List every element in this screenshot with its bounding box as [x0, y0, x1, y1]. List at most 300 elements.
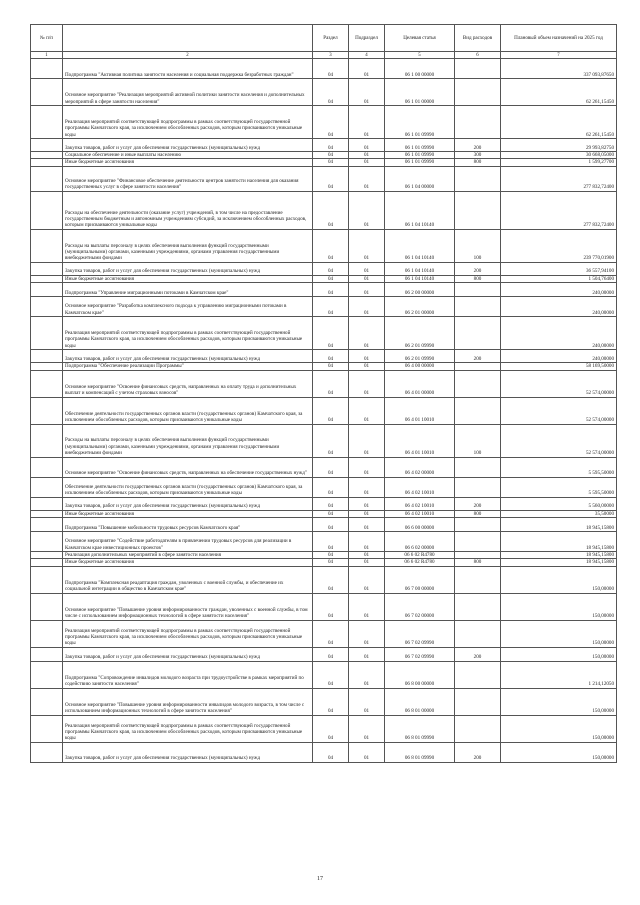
expense-type-cell: 800 [455, 559, 501, 566]
podrazdel-cell: 01 [349, 317, 385, 350]
podrazdel-cell: 01 [349, 229, 385, 262]
item-name: Реализация мероприятий соответствующей подпрограммы в рамках соответствующей государственной программы Камчатского края, за исключением обособленных расходов, которым присваиваются уникальные коды [63, 317, 313, 350]
podrazdel-cell: 01 [349, 106, 385, 139]
amount-cell: 239 770,01900 [501, 229, 617, 262]
amount-cell: 5 595,50000 [501, 477, 617, 497]
column-number: 4 [349, 52, 385, 59]
expense-type-cell: 200 [455, 139, 501, 152]
podrazdel-cell: 01 [349, 59, 385, 79]
amount-cell: 1 599,27700 [501, 159, 617, 166]
item-name: Закупка товаров, работ и услуг для обеспечения государственных (муниципальных) нужд [63, 497, 313, 510]
target-article-cell: 06 4 02 10010 [385, 497, 455, 510]
target-article-cell: 06 1 01 09990 [385, 159, 455, 166]
item-name: Реализация мероприятий соответствующей подпрограммы в рамках соответствующей государственной программы Камчатского края, за исключением обособленных расходов, которым присваиваются уникальные коды [63, 715, 313, 742]
target-article-cell: 06 6 02 R4780 [385, 552, 455, 559]
number-cell [31, 350, 63, 363]
podrazdel-cell: 01 [349, 191, 385, 229]
expense-type-cell [455, 283, 501, 297]
item-name: Основное мероприятие "Содействие работодателям в привлечении трудовых ресурсов для реализации в Камчатском крае инвестиционных проектов" [63, 532, 313, 552]
podrazdel-cell: 01 [349, 350, 385, 363]
expense-type-cell [455, 715, 501, 742]
number-cell [31, 159, 63, 166]
podrazdel-cell: 01 [349, 139, 385, 152]
number-cell [31, 397, 63, 424]
table-row [31, 715, 617, 742]
expense-type-cell: 800 [455, 275, 501, 282]
number-cell [31, 620, 63, 647]
podrazdel-cell: 01 [349, 559, 385, 566]
target-article-cell: 06 7 02 09990 [385, 620, 455, 647]
target-article-cell: 06 2 01 09990 [385, 350, 455, 363]
amount-cell: 240,00000 [501, 317, 617, 350]
number-cell [31, 275, 63, 282]
number-cell [31, 566, 63, 593]
podrazdel-cell: 01 [349, 397, 385, 424]
razdel-cell: 04 [313, 647, 349, 661]
column-number: 3 [313, 52, 349, 59]
amount-cell: 18 945,15800 [501, 532, 617, 552]
number-cell [31, 106, 63, 139]
podrazdel-cell: 01 [349, 566, 385, 593]
expense-type-cell [455, 593, 501, 620]
table-row [31, 510, 617, 517]
table-row [31, 661, 617, 688]
item-name: Подпрограмма "Обеспечение реализации Программы" [63, 363, 313, 370]
table-row [31, 317, 617, 350]
column-number: 5 [385, 52, 455, 59]
table-row [31, 363, 617, 370]
amount-cell: 52 574,00000 [501, 397, 617, 424]
amount-cell: 36 557,94100 [501, 262, 617, 275]
table-row [31, 593, 617, 620]
table-row [31, 350, 617, 363]
item-name: Основное мероприятие "Повышение уровня информированности инвалидов молодого возраста, в том числе с использованием информационных технологий в сфере занятости населения" [63, 688, 313, 715]
razdel-cell: 04 [313, 297, 349, 317]
expense-type-cell: 800 [455, 159, 501, 166]
number-cell [31, 661, 63, 688]
razdel-cell: 04 [313, 532, 349, 552]
amount-cell: 30 668,05000 [501, 152, 617, 159]
razdel-cell: 04 [313, 497, 349, 510]
table-row [31, 552, 617, 559]
item-name: Иные бюджетные ассигнования [63, 559, 313, 566]
table-row [31, 229, 617, 262]
expense-type-cell [455, 317, 501, 350]
target-article-cell: 06 2 01 09990 [385, 317, 455, 350]
header-cell-podrazdel: Подраздел [349, 25, 385, 52]
razdel-cell: 04 [313, 275, 349, 282]
number-cell [31, 477, 63, 497]
target-article-cell: 06 4 02 10010 [385, 477, 455, 497]
item-name: Закупка товаров, работ и услуг для обеспечения государственных (муниципальных) нужд [63, 350, 313, 363]
table-row [31, 275, 617, 282]
expense-type-cell: 100 [455, 229, 501, 262]
amount-cell: 277 832,72400 [501, 166, 617, 191]
podrazdel-cell: 01 [349, 510, 385, 517]
number-cell [31, 363, 63, 370]
razdel-cell: 04 [313, 363, 349, 370]
razdel-cell: 04 [313, 457, 349, 477]
amount-cell: 150,00000 [501, 688, 617, 715]
header-cell-planned-amount: Плановый объем назначений на 2025 год [501, 25, 617, 52]
target-article-cell: 06 2 00 00000 [385, 283, 455, 297]
table-body [31, 59, 617, 763]
table-row [31, 283, 617, 297]
item-name: Расходы на выплаты персоналу в целях обеспечения выполнения функций государственными (муниципальными) органами, казенными учреждениями, органами управления государственными внебюджетными фондами [63, 424, 313, 457]
target-article-cell: 06 1 04 10140 [385, 191, 455, 229]
target-article-cell: 06 8 01 09990 [385, 715, 455, 742]
table-row [31, 159, 617, 166]
podrazdel-cell: 01 [349, 715, 385, 742]
amount-cell: 35,50000 [501, 510, 617, 517]
number-cell [31, 688, 63, 715]
target-article-cell: 06 4 01 10010 [385, 397, 455, 424]
razdel-cell: 04 [313, 159, 349, 166]
item-name: Расходы на обеспечение деятельности (оказание услуг) учреждений, в том числе на предоставление государственным бюджетным и автономным учреждениям субсидий, за исключением обособленных расходов, которым присваиваются уникальные коды [63, 191, 313, 229]
podrazdel-cell: 01 [349, 497, 385, 510]
razdel-cell: 04 [313, 317, 349, 350]
podrazdel-cell: 01 [349, 262, 385, 275]
expense-type-cell [455, 620, 501, 647]
table-row [31, 424, 617, 457]
number-cell [31, 593, 63, 620]
number-cell [31, 283, 63, 297]
item-name: Основное мероприятие "Реализация мероприятий активной политики занятости населения и дополнительных мероприятий в сфере занятости населения" [63, 79, 313, 106]
item-name: Реализация мероприятий соответствующей подпрограммы в рамках соответствующей государственной программы Камчатского края, за исключением обособленных расходов, которым присваиваются уникальные коды [63, 106, 313, 139]
razdel-cell: 04 [313, 742, 349, 762]
target-article-cell: 06 6 00 00000 [385, 518, 455, 532]
header-cell-number: № п/п [31, 25, 63, 52]
amount-cell: 1 214,12050 [501, 661, 617, 688]
podrazdel-cell: 01 [349, 424, 385, 457]
razdel-cell: 04 [313, 688, 349, 715]
amount-cell: 29 993,82750 [501, 139, 617, 152]
razdel-cell: 04 [313, 350, 349, 363]
target-article-cell: 06 6 02 00000 [385, 532, 455, 552]
expense-type-cell: 300 [455, 152, 501, 159]
amount-cell: 58 169,50000 [501, 363, 617, 370]
number-cell [31, 497, 63, 510]
target-article-cell: 06 7 02 09990 [385, 647, 455, 661]
podrazdel-cell: 01 [349, 159, 385, 166]
number-cell [31, 518, 63, 532]
razdel-cell: 04 [313, 59, 349, 79]
razdel-cell: 04 [313, 559, 349, 566]
item-name: Подпрограмма "Комплексная реадаптация граждан, уволенных с военной службы, и обеспечение их социальной интеграции в общество в Камчатском крае" [63, 566, 313, 593]
number-cell [31, 424, 63, 457]
razdel-cell: 04 [313, 397, 349, 424]
expense-type-cell [455, 688, 501, 715]
header-cell-target-article: Целевая статья [385, 25, 455, 52]
table-row [31, 497, 617, 510]
number-cell [31, 647, 63, 661]
number-cell [31, 79, 63, 106]
razdel-cell: 04 [313, 715, 349, 742]
item-name: Основное мероприятие "Повышение уровня информированности граждан, уволенных с военной службы, в том числе с использованием информационных технологий в сфере занятости населения" [63, 593, 313, 620]
item-name: Иные бюджетные ассигнования [63, 159, 313, 166]
podrazdel-cell: 01 [349, 532, 385, 552]
table-row [31, 397, 617, 424]
expense-type-cell [455, 79, 501, 106]
column-number: 7 [501, 52, 617, 59]
item-name: Основное мероприятие "Освоение финансовых средств, направленных на обеспечение государственных нужд" [63, 457, 313, 477]
table-row [31, 166, 617, 191]
target-article-cell: 06 1 01 00000 [385, 79, 455, 106]
table-row [31, 191, 617, 229]
expense-type-cell [455, 191, 501, 229]
razdel-cell: 04 [313, 262, 349, 275]
item-name: Иные бюджетные ассигнования [63, 275, 313, 282]
expense-type-cell: 100 [455, 424, 501, 457]
expense-type-cell [455, 397, 501, 424]
number-cell [31, 510, 63, 517]
target-article-cell: 06 4 02 10010 [385, 510, 455, 517]
razdel-cell: 04 [313, 152, 349, 159]
item-name: Подпрограмма "Сопровождение инвалидов молодого возраста при трудоустройстве в рамках мероприятий по содействию занятости населения" [63, 661, 313, 688]
amount-cell: 150,00000 [501, 715, 617, 742]
column-number: 1 [31, 52, 63, 59]
target-article-cell: 06 8 00 00000 [385, 661, 455, 688]
target-article-cell: 06 4 00 00000 [385, 363, 455, 370]
amount-cell: 5 595,50000 [501, 457, 617, 477]
amount-cell: 18 945,15800 [501, 552, 617, 559]
table-row [31, 262, 617, 275]
number-cell [31, 457, 63, 477]
item-name: Расходы на выплаты персоналу в целях обеспечения выполнения функций государственными (муниципальными) органами, казенными учреждениями, органами управления государственными внебюджетными фондами [63, 229, 313, 262]
amount-cell: 18 945,15800 [501, 559, 617, 566]
expense-type-cell [455, 59, 501, 79]
razdel-cell: 04 [313, 283, 349, 297]
number-cell [31, 229, 63, 262]
podrazdel-cell: 01 [349, 552, 385, 559]
razdel-cell: 04 [313, 424, 349, 457]
podrazdel-cell: 01 [349, 297, 385, 317]
expense-type-cell [455, 532, 501, 552]
item-name: Подпрограмма "Активная политика занятости населения и социальная поддержка безработных граждан" [63, 59, 313, 79]
number-cell [31, 152, 63, 159]
podrazdel-cell: 01 [349, 518, 385, 532]
podrazdel-cell: 01 [349, 283, 385, 297]
table-row [31, 106, 617, 139]
number-cell [31, 166, 63, 191]
target-article-cell: 06 1 00 00000 [385, 59, 455, 79]
item-name: Обеспечение деятельности государственных органов власти (государственных органов) Камчатского края, за исключением обособленных расходов, которым присваиваются уникальные коды [63, 397, 313, 424]
podrazdel-cell: 01 [349, 370, 385, 397]
table-row [31, 620, 617, 647]
razdel-cell: 04 [313, 106, 349, 139]
target-article-cell: 06 1 04 10140 [385, 229, 455, 262]
razdel-cell: 04 [313, 566, 349, 593]
razdel-cell: 04 [313, 593, 349, 620]
amount-cell: 150,00000 [501, 620, 617, 647]
table-row [31, 742, 617, 762]
razdel-cell: 04 [313, 166, 349, 191]
podrazdel-cell: 01 [349, 363, 385, 370]
amount-cell: 150,00000 [501, 742, 617, 762]
razdel-cell: 04 [313, 518, 349, 532]
podrazdel-cell: 01 [349, 647, 385, 661]
expense-type-cell [455, 457, 501, 477]
item-name: Подпрограмма "Управление миграционными потоками в Камчатском крае" [63, 283, 313, 297]
amount-cell: 5 560,00000 [501, 497, 617, 510]
target-article-cell: 06 7 02 00000 [385, 593, 455, 620]
expense-type-cell [455, 363, 501, 370]
podrazdel-cell: 01 [349, 688, 385, 715]
target-article-cell: 06 1 04 10140 [385, 275, 455, 282]
target-article-cell: 06 2 01 00000 [385, 297, 455, 317]
expense-type-cell: 800 [455, 510, 501, 517]
number-cell [31, 559, 63, 566]
amount-cell: 277 832,72400 [501, 191, 617, 229]
item-name: Основное мероприятие "Освоение финансовых средств, направленных на оплату труда и дополнительных выплат и компенсаций с учетом страховых взносов" [63, 370, 313, 397]
amount-cell: 52 574,00000 [501, 370, 617, 397]
header-cell-name [63, 25, 313, 52]
number-cell [31, 317, 63, 350]
razdel-cell: 04 [313, 191, 349, 229]
target-article-cell: 06 1 01 09990 [385, 139, 455, 152]
expense-type-cell [455, 477, 501, 497]
budget-sheet [30, 24, 616, 763]
amount-cell: 52 574,00000 [501, 424, 617, 457]
column-number-row [31, 52, 617, 59]
table-row [31, 477, 617, 497]
table-row [31, 139, 617, 152]
razdel-cell: 04 [313, 510, 349, 517]
podrazdel-cell: 01 [349, 661, 385, 688]
expense-type-cell [455, 518, 501, 532]
target-article-cell: 06 6 02 R4780 [385, 559, 455, 566]
header-row [31, 25, 617, 52]
amount-cell: 240,00000 [501, 283, 617, 297]
target-article-cell: 06 7 00 00000 [385, 566, 455, 593]
column-number: 6 [455, 52, 501, 59]
table-row [31, 518, 617, 532]
amount-cell: 150,00000 [501, 647, 617, 661]
number-cell [31, 552, 63, 559]
table-row [31, 532, 617, 552]
razdel-cell: 04 [313, 477, 349, 497]
item-name: Иные бюджетные ассигнования [63, 510, 313, 517]
column-number: 2 [63, 52, 313, 59]
razdel-cell: 04 [313, 79, 349, 106]
table-row [31, 559, 617, 566]
expense-type-cell: 200 [455, 647, 501, 661]
table-row [31, 457, 617, 477]
table-row [31, 647, 617, 661]
item-name: Закупка товаров, работ и услуг для обеспечения государственных (муниципальных) нужд [63, 262, 313, 275]
target-article-cell: 06 4 01 10010 [385, 424, 455, 457]
table-row [31, 370, 617, 397]
expense-type-cell: 200 [455, 350, 501, 363]
target-article-cell: 06 4 01 00000 [385, 370, 455, 397]
podrazdel-cell: 01 [349, 593, 385, 620]
razdel-cell: 04 [313, 620, 349, 647]
amount-cell: 150,00000 [501, 566, 617, 593]
razdel-cell: 04 [313, 661, 349, 688]
item-name: Реализация дополнительных мероприятий в сфере занятости населения [63, 552, 313, 559]
number-cell [31, 297, 63, 317]
item-name: Закупка товаров, работ и услуг для обеспечения государственных (муниципальных) нужд [63, 647, 313, 661]
amount-cell: 62 261,15450 [501, 106, 617, 139]
razdel-cell: 04 [313, 229, 349, 262]
expense-type-cell [455, 106, 501, 139]
target-article-cell: 06 1 04 10140 [385, 262, 455, 275]
item-name: Основное мероприятие "Финансовое обеспечение деятельности центров занятости населения для оказания государственных услуг в сфере занятости населения" [63, 166, 313, 191]
expense-type-cell: 200 [455, 262, 501, 275]
header-cell-razdel: Раздел [313, 25, 349, 52]
table-row [31, 566, 617, 593]
target-article-cell: 06 4 02 00000 [385, 457, 455, 477]
expense-type-cell [455, 297, 501, 317]
table-row [31, 688, 617, 715]
razdel-cell: 04 [313, 552, 349, 559]
expense-type-cell [455, 566, 501, 593]
amount-cell: 150,00000 [501, 593, 617, 620]
table-row [31, 152, 617, 159]
amount-cell: 1 504,76400 [501, 275, 617, 282]
amount-cell: 240,00000 [501, 350, 617, 363]
expense-type-cell: 200 [455, 497, 501, 510]
number-cell [31, 370, 63, 397]
number-cell [31, 532, 63, 552]
podrazdel-cell: 01 [349, 477, 385, 497]
table-row [31, 59, 617, 79]
target-article-cell: 06 1 01 09990 [385, 106, 455, 139]
razdel-cell: 04 [313, 370, 349, 397]
expense-type-cell [455, 661, 501, 688]
podrazdel-cell: 01 [349, 79, 385, 106]
item-name: Реализация мероприятий соответствующей подпрограммы в рамках соответствующей государственной программы Камчатского края, за исключением обособленных расходов, которым присваиваются уникальные коды [63, 620, 313, 647]
podrazdel-cell: 01 [349, 152, 385, 159]
podrazdel-cell: 01 [349, 457, 385, 477]
target-article-cell: 06 8 01 00000 [385, 688, 455, 715]
target-article-cell: 06 1 01 09990 [385, 152, 455, 159]
item-name: Обеспечение деятельности государственных органов власти (государственных органов) Камчатского края, за исключением обособленных расходов, которым присваиваются уникальные коды [63, 477, 313, 497]
number-cell [31, 715, 63, 742]
razdel-cell: 04 [313, 139, 349, 152]
podrazdel-cell: 01 [349, 742, 385, 762]
number-cell [31, 742, 63, 762]
item-name: Основное мероприятие "Разработка комплексного подхода к управлению миграционными потоками в Камчатском крае" [63, 297, 313, 317]
podrazdel-cell: 01 [349, 166, 385, 191]
item-name: Закупка товаров, работ и услуг для обеспечения государственных (муниципальных) нужд [63, 742, 313, 762]
expense-type-cell [455, 370, 501, 397]
header-cell-expense-type: Вид расходов [455, 25, 501, 52]
number-cell [31, 191, 63, 229]
item-name: Подпрограмма "Повышение мобильности трудовых ресурсов Камчатского края" [63, 518, 313, 532]
amount-cell: 18 945,15800 [501, 518, 617, 532]
podrazdel-cell: 01 [349, 620, 385, 647]
podrazdel-cell: 01 [349, 275, 385, 282]
item-name: Закупка товаров, работ и услуг для обеспечения государственных (муниципальных) нужд [63, 139, 313, 152]
expense-type-cell [455, 552, 501, 559]
number-cell [31, 262, 63, 275]
budget-table [30, 24, 617, 763]
table-row [31, 79, 617, 106]
number-cell [31, 139, 63, 152]
amount-cell: 337 093,87650 [501, 59, 617, 79]
page-number: 17 [317, 876, 323, 882]
target-article-cell: 06 8 01 09990 [385, 742, 455, 762]
target-article-cell: 06 1 04 00000 [385, 166, 455, 191]
expense-type-cell [455, 166, 501, 191]
table-row [31, 297, 617, 317]
number-cell [31, 59, 63, 79]
amount-cell: 240,00000 [501, 297, 617, 317]
item-name: Социальное обеспечение и иные выплаты населению [63, 152, 313, 159]
amount-cell: 62 261,15450 [501, 79, 617, 106]
expense-type-cell: 200 [455, 742, 501, 762]
